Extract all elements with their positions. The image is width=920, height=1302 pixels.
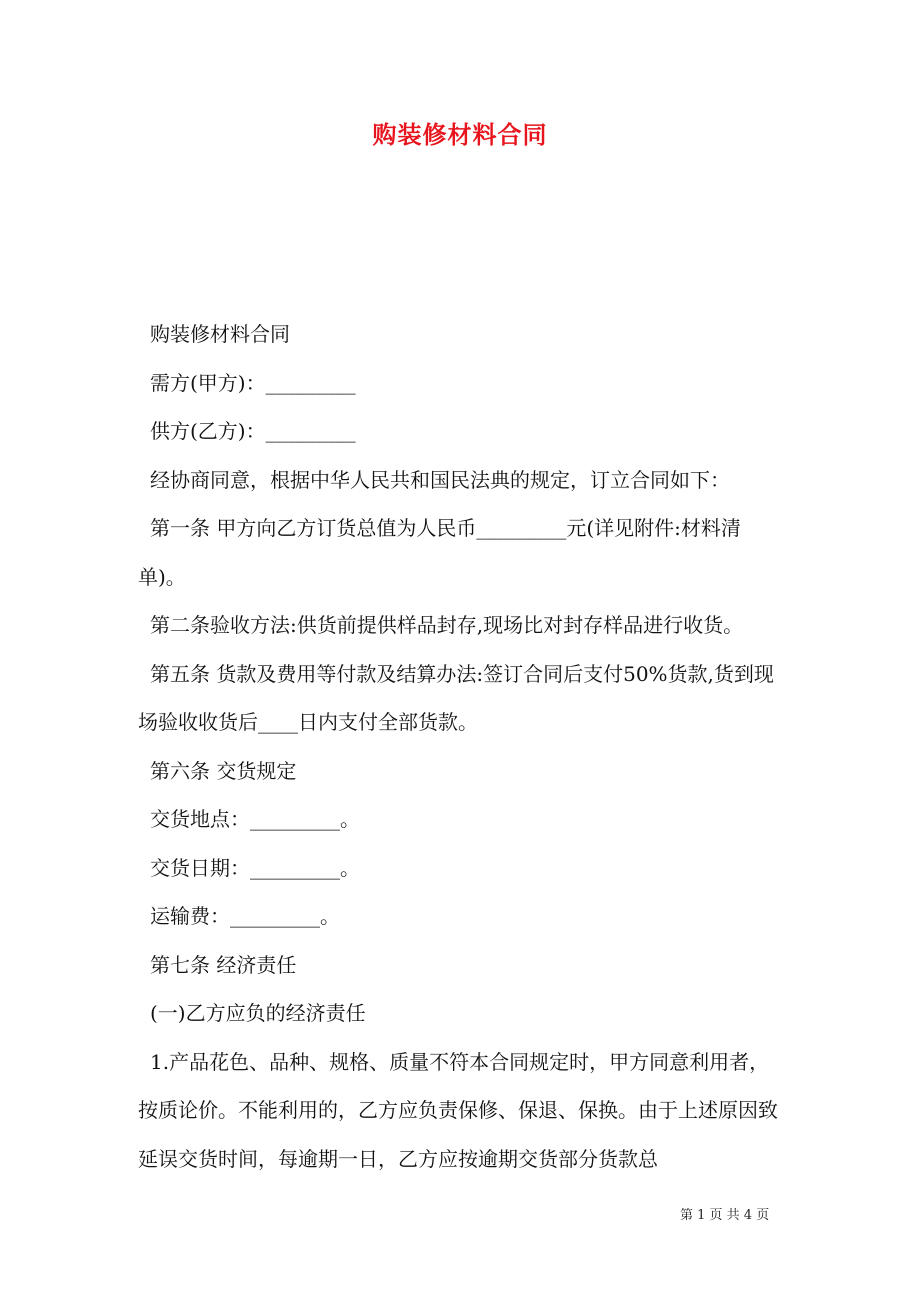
paragraph-supplier: 供方(乙方)：_________: [150, 419, 356, 443]
page-number-footer: 第 1 页 共 4 页: [680, 1208, 770, 1223]
paragraph-heading: 购装修材料合同: [150, 322, 290, 346]
paragraph-delivery-place: 交货地点：_________。: [150, 807, 360, 831]
paragraph-article-1: 第一条 甲方向乙方订货总值为人民币_________元(详见附件:材料清单)。: [138, 516, 741, 589]
paragraph-liability-supplier: (一)乙方应负的经济责任: [150, 1001, 366, 1025]
paragraph-article-6: 第六条 交货规定: [150, 758, 297, 783]
paragraph-preamble: 经协商同意，根据中华人民共和国民法典的规定，订立合同如下：: [150, 467, 730, 492]
paragraph-liability-item-1: 1.产品花色、品种、规格、质量不符本合同规定时，甲方同意利用者，按质论价。不能利用的，乙方应负责保修、保退、保换。由于上述原因致延误交货时间，每逾期一日，乙方应按逾期交货部分货款总: [138, 1049, 778, 1171]
paragraph-article-5: 第五条 货款及费用等付款及结算办法:签订合同后支付50%货款,货到现场验收收货后____日内支付全部货款。: [138, 661, 774, 734]
paragraph-article-7: 第七条 经济责任: [150, 952, 297, 977]
paragraph-article-2: 第二条验收方法:供货前提供样品封存,现场比对封存样品进行收货。: [150, 613, 744, 637]
paragraph-transport-fee: 运输费：_________。: [150, 904, 340, 928]
paragraph-buyer: 需方(甲方)：_________: [150, 370, 356, 395]
paragraph-delivery-date: 交货日期：_________。: [150, 855, 360, 880]
document-body: [138, 310, 788, 1183]
document-title: 购装修材料合同: [372, 120, 548, 149]
